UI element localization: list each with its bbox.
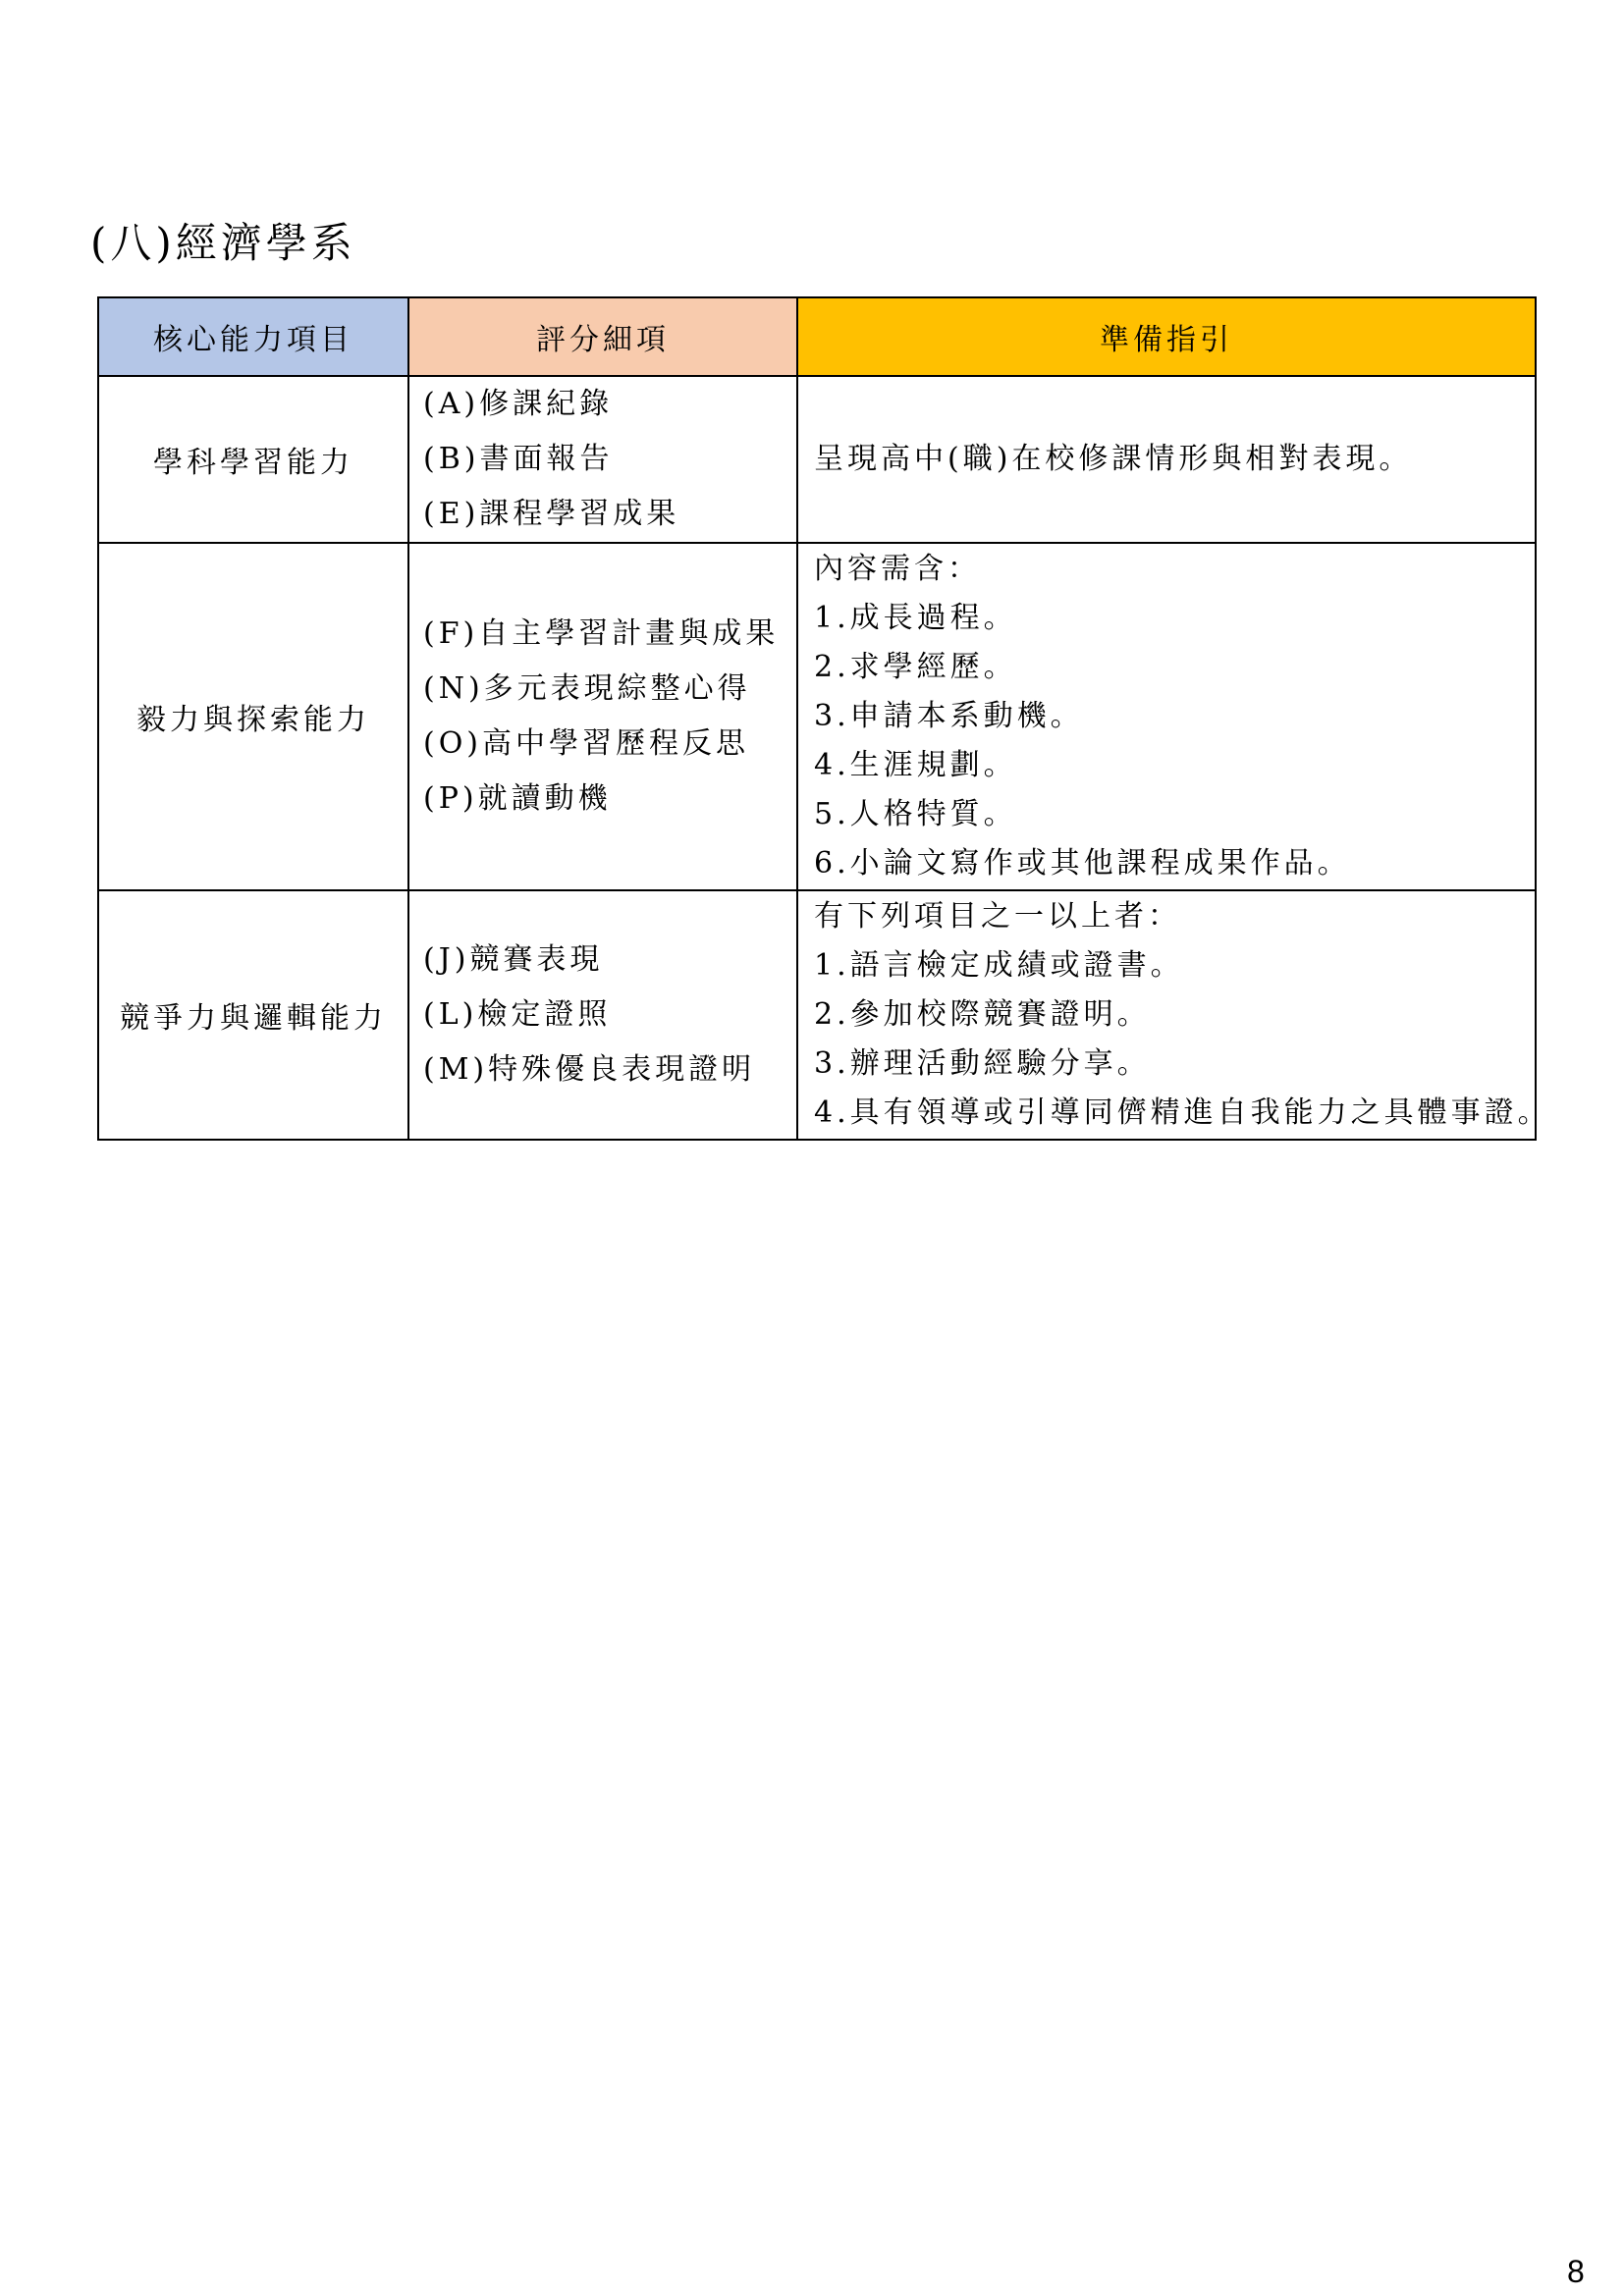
header-core-ability: 核心能力項目 xyxy=(98,297,408,376)
criteria-cell xyxy=(408,376,797,543)
criteria-item: (F)自主學習計畫與成果 xyxy=(423,616,780,651)
table-row xyxy=(98,376,1536,543)
guide-line: 內容需含： xyxy=(814,552,981,586)
guide-line: 3.申請本系動機。 xyxy=(814,699,1084,733)
guide-line: 5.人格特質。 xyxy=(814,797,1017,831)
criteria-cell xyxy=(408,543,797,890)
core-ability-cell: 學科學習能力 xyxy=(98,376,408,543)
guide-line: 6.小論文寫作或其他課程成果作品。 xyxy=(814,846,1351,881)
core-ability-cell: 毅力與探索能力 xyxy=(98,543,408,890)
guide-line: 1.語言檢定成績或證書。 xyxy=(814,948,1184,983)
guide-cell xyxy=(797,376,1536,543)
criteria-item: (L)檢定證照 xyxy=(423,997,612,1032)
criteria-cell xyxy=(408,890,797,1140)
page-number: 8 xyxy=(1567,2254,1585,2289)
criteria-item: (E)課程學習成果 xyxy=(423,497,680,531)
guide-line: 2.參加校際競賽證明。 xyxy=(814,997,1151,1032)
header-preparation-guide: 準備指引 xyxy=(797,297,1536,376)
guide-line: 4.生涯規劃。 xyxy=(814,748,1017,782)
guide-line: 呈現高中(職)在校修課情形與相對表現。 xyxy=(814,442,1413,476)
core-ability-cell: 競爭力與邏輯能力 xyxy=(98,890,408,1140)
table-header-row xyxy=(98,297,1536,376)
criteria-item: (P)就讀動機 xyxy=(423,781,612,816)
criteria-item: (O)高中學習歷程反思 xyxy=(423,726,750,761)
guide-line: 1.成長過程。 xyxy=(814,601,1017,635)
criteria-item: (J)競賽表現 xyxy=(423,942,604,977)
guide-line: 3.辦理活動經驗分享。 xyxy=(814,1046,1151,1081)
criteria-item: (N)多元表現綜整心得 xyxy=(423,671,751,706)
table-row xyxy=(98,543,1536,890)
section-title: (八)經濟學系 xyxy=(90,219,356,267)
header-scoring-criteria: 評分細項 xyxy=(408,297,797,376)
guide-line: 2.求學經歷。 xyxy=(814,650,1017,684)
criteria-item: (B)書面報告 xyxy=(423,442,614,476)
guide-line: 4.具有領導或引導同儕精進自我能力之具體事證。 xyxy=(814,1095,1551,1130)
criteria-item: (A)修課紀錄 xyxy=(423,387,614,421)
guide-cell xyxy=(797,543,1536,890)
criteria-item: (M)特殊優良表現證明 xyxy=(423,1052,756,1087)
guide-line: 有下列項目之一以上者： xyxy=(814,899,1181,934)
admission-criteria-table xyxy=(97,296,1551,1141)
guide-cell xyxy=(797,890,1551,1140)
table-row xyxy=(98,890,1536,1140)
